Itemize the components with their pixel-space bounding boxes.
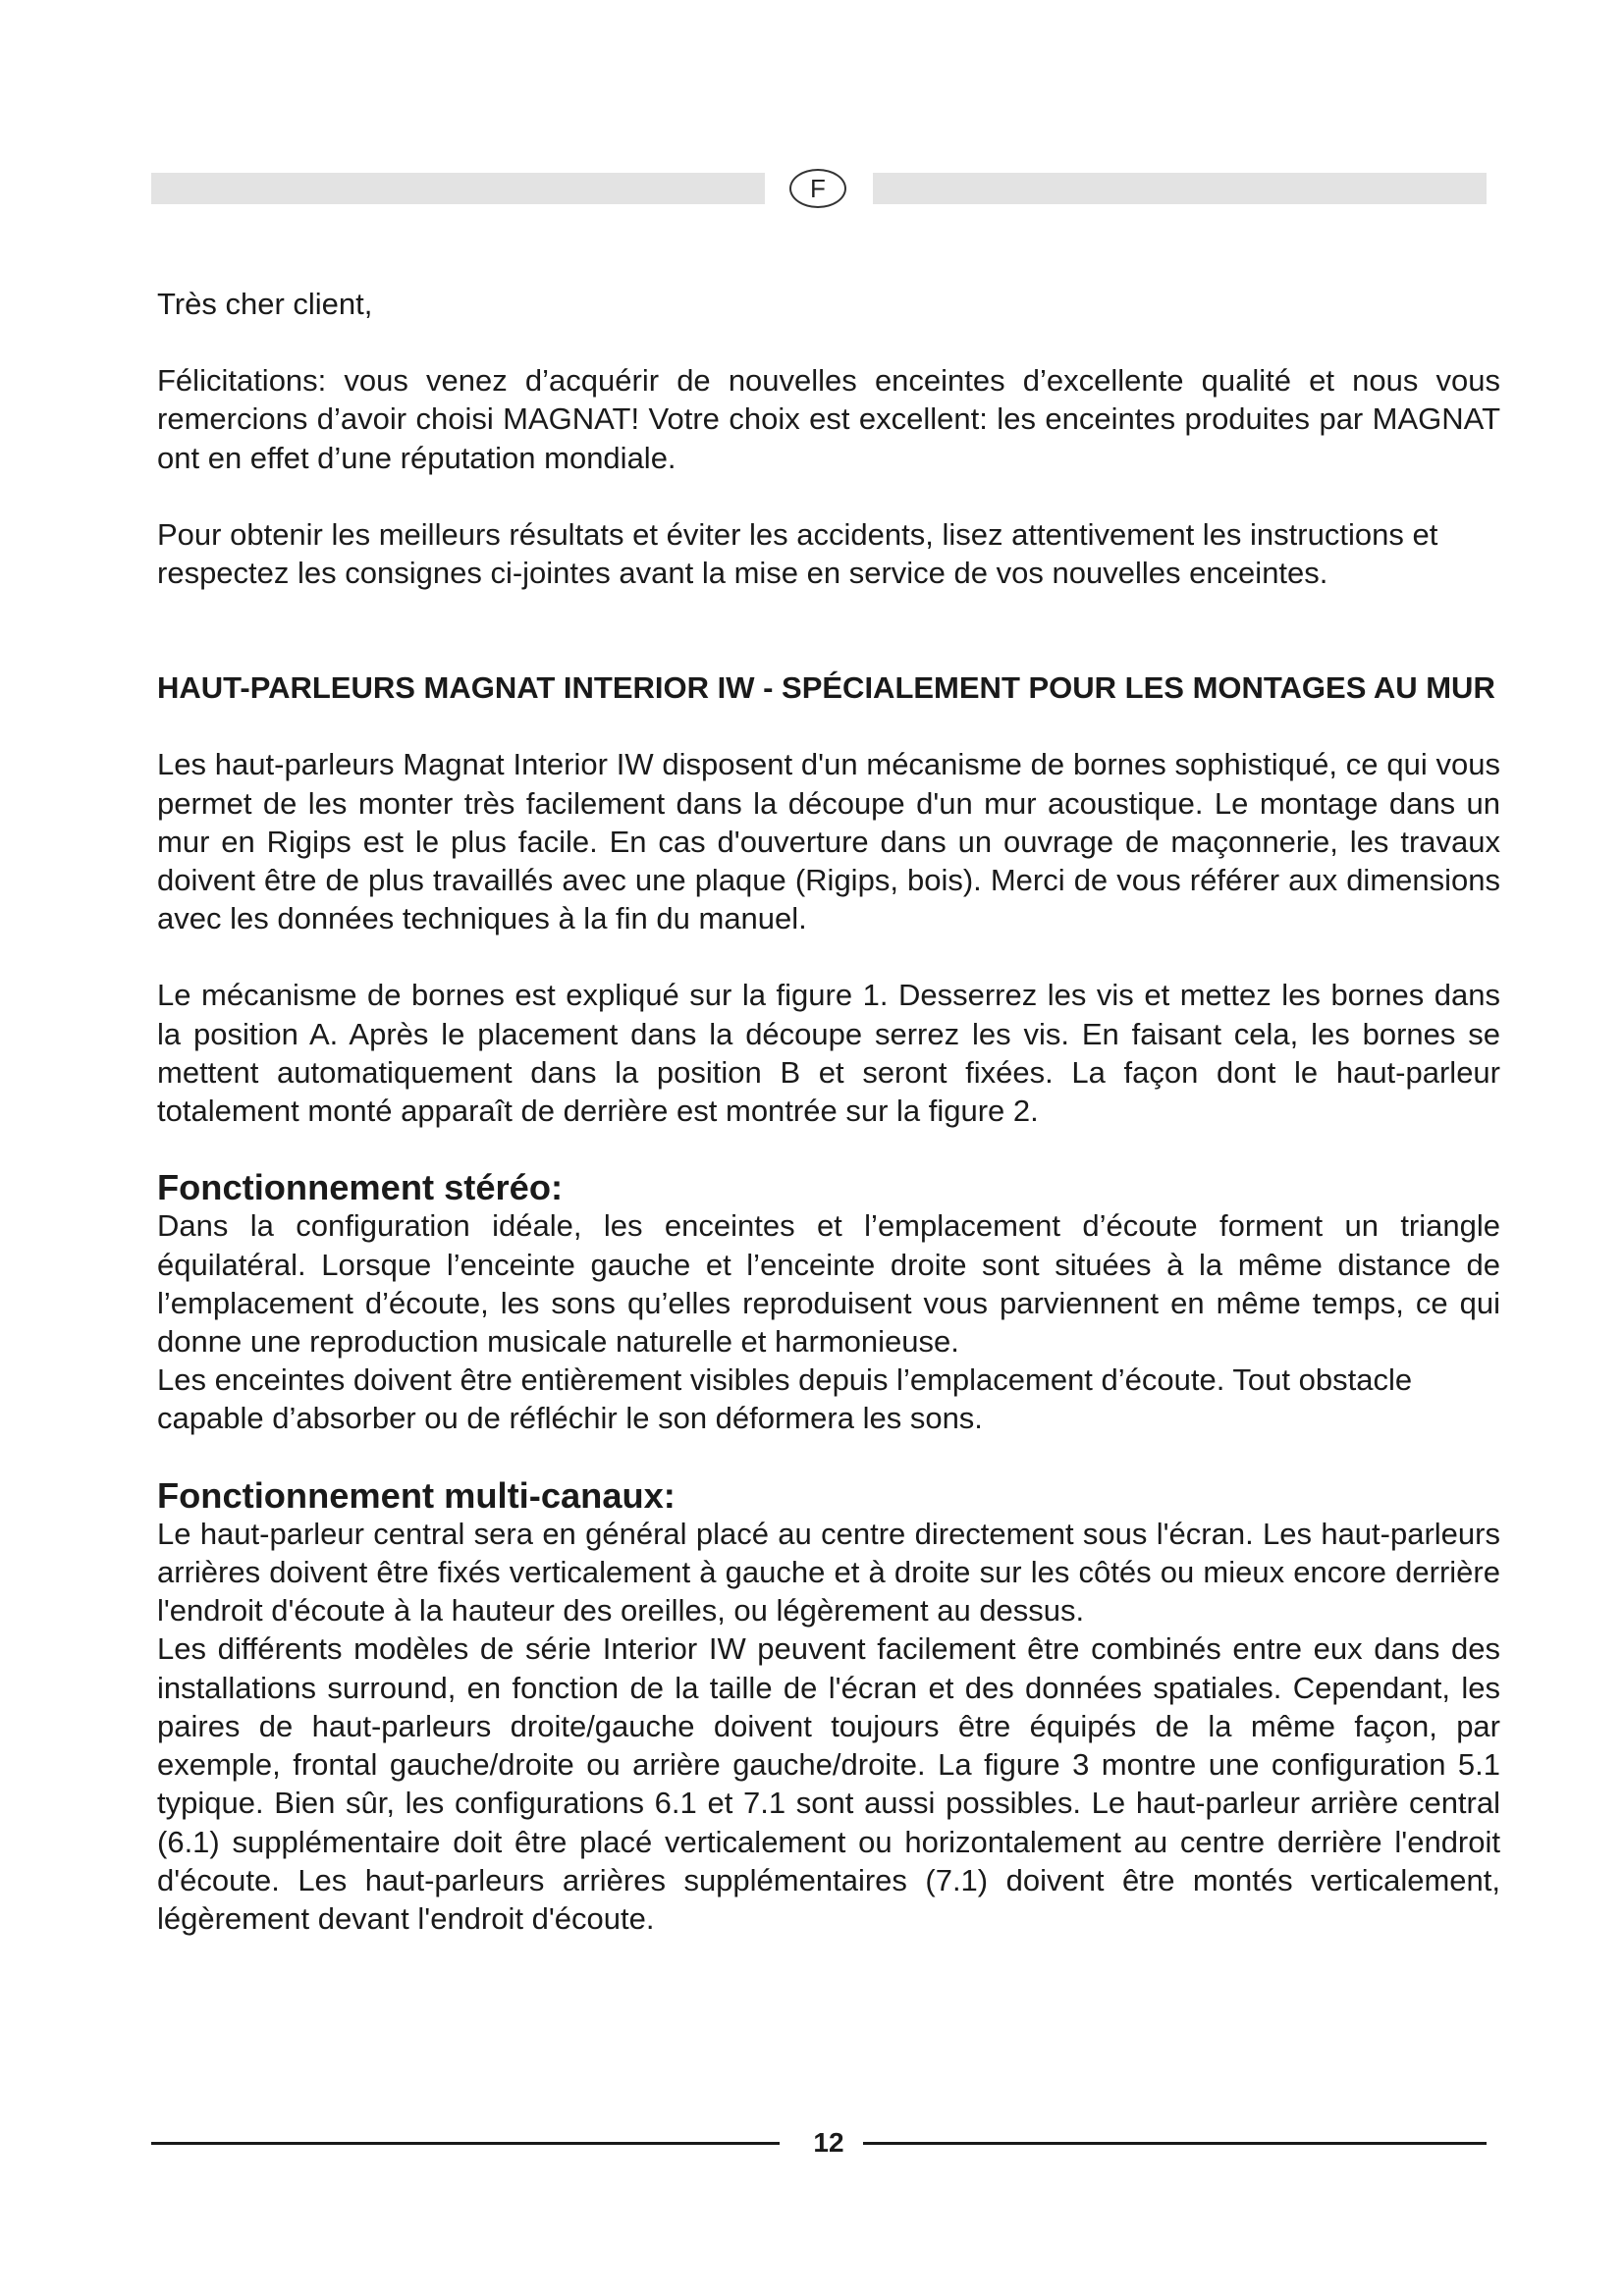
spacer: [157, 1130, 1500, 1168]
page-number: 12: [813, 2127, 844, 2158]
spacer: [157, 707, 1500, 745]
section-heading: HAUT-PARLEURS MAGNAT INTERIOR IW - SPÉCIALEMENT POUR LES MONTAGES AU MUR: [157, 670, 1495, 706]
intro-paragraph-2: Pour obtenir les meilleurs résultats et éviter les accidents, lisez attentivement les instructions et respectez les consignes ci-jointes avant la mise en service de vos nouvelles enceintes.: [157, 516, 1438, 591]
footer-rule-left: [151, 2142, 780, 2145]
spacer: [157, 937, 1500, 976]
header-band-left: [151, 173, 765, 204]
multichannel-heading: Fonctionnement multi-canaux:: [157, 1474, 676, 1516]
spacer: [157, 592, 1500, 668]
multichannel-paragraph-2: Les différents modèles de série Interior IW peuvent facilement être combinés entre eux dans des installations surround, en fonction de la taille de l'écran et des données spatiales. Cependant, les paires de haut-parleurs droite/gauche doivent toujours être équipés de la même façon, par exemple, frontal gauche/droite ou arrière gauche/droite. La figure 3 montre une configuration 5.1 typique. Bien sûr, les configurations 6.1 et 7.1 sont aussi possibles. Le haut-parleur arrière central (6.1) supplémentaire doit être placé verticalement ou horizontalement au centre derrière l'endroit d'écoute. Les haut-parleurs arrières supplémentaires (7.1) doivent être montés verticalement, légèrement devant l'endroit d'écoute.: [157, 1631, 1500, 1936]
stereo-heading: Fonctionnement stéréo:: [157, 1167, 564, 1208]
header-band-right: [873, 173, 1487, 204]
intro-paragraph-1: Félicitations: vous venez d’acquérir de nouvelles enceintes d’excellente qualité et nous vous remercions d’avoir choisi MAGNAT! Votre choix est excellent: les enceintes produites par MAGNAT ont en effet d’une réputation mondiale.: [157, 363, 1500, 475]
spacer: [157, 1438, 1500, 1476]
stereo-paragraph-2: Les enceintes doivent être entièrement visibles depuis l’emplacement d’écoute. Tout obstacle capable d’absorber ou de réfléchir le son déformera les sons.: [157, 1362, 1413, 1436]
language-badge: F: [789, 169, 846, 208]
multichannel-paragraph-1: Le haut-parleur central sera en général placé au centre directement sous l'écran. Les haut-parleurs arrières doivent être fixés verticalement à gauche et à droite sur les côtés ou mieux encore derrière l'endroit d'écoute à la hauteur des oreilles, ou légèrement au dessus.: [157, 1516, 1500, 1629]
section-paragraph-1: Les haut-parleurs Magnat Interior IW disposent d'un mécanisme de bornes sophistiqué, ce qui vous permet de les monter très facilement dans la découpe d'un mur acoustique. Le montage dans un mur en Rigips est le plus facile. En cas d'ouverture dans un ouvrage de maçonnerie, les travaux doivent être de plus travaillés avec une plaque (Rigips, bois). Merci de vous référer aux dimensions avec les données techniques à la fin du manuel.: [157, 747, 1500, 936]
footer: [151, 2128, 1487, 2158]
page-content: [157, 285, 1500, 1938]
header-band: [151, 173, 1487, 204]
greeting: Très cher client,: [157, 287, 373, 321]
spacer: [157, 477, 1500, 515]
stereo-paragraph-1: Dans la configuration idéale, les enceintes et l’emplacement d’écoute forment un triangle équilatéral. Lorsque l’enceinte gauche et l’enceinte droite sont situées à la même distance de l’emplacement d’écoute, les sons qu’elles reproduisent vous parviennent en même temps, ce qui donne une reproduction musicale naturelle et harmonieuse.: [157, 1208, 1500, 1360]
section-paragraph-2: Le mécanisme de bornes est expliqué sur la figure 1. Desserrez les vis et mettez les bornes dans la position A. Après le placement dans la découpe serrez les vis. En faisant cela, les bornes se mettent automatiquement dans la position B et seront fixées. La façon dont le haut-parleur totalement monté apparaît de derrière est montrée sur la figure 2.: [157, 978, 1500, 1129]
footer-rule-right: [863, 2142, 1487, 2145]
